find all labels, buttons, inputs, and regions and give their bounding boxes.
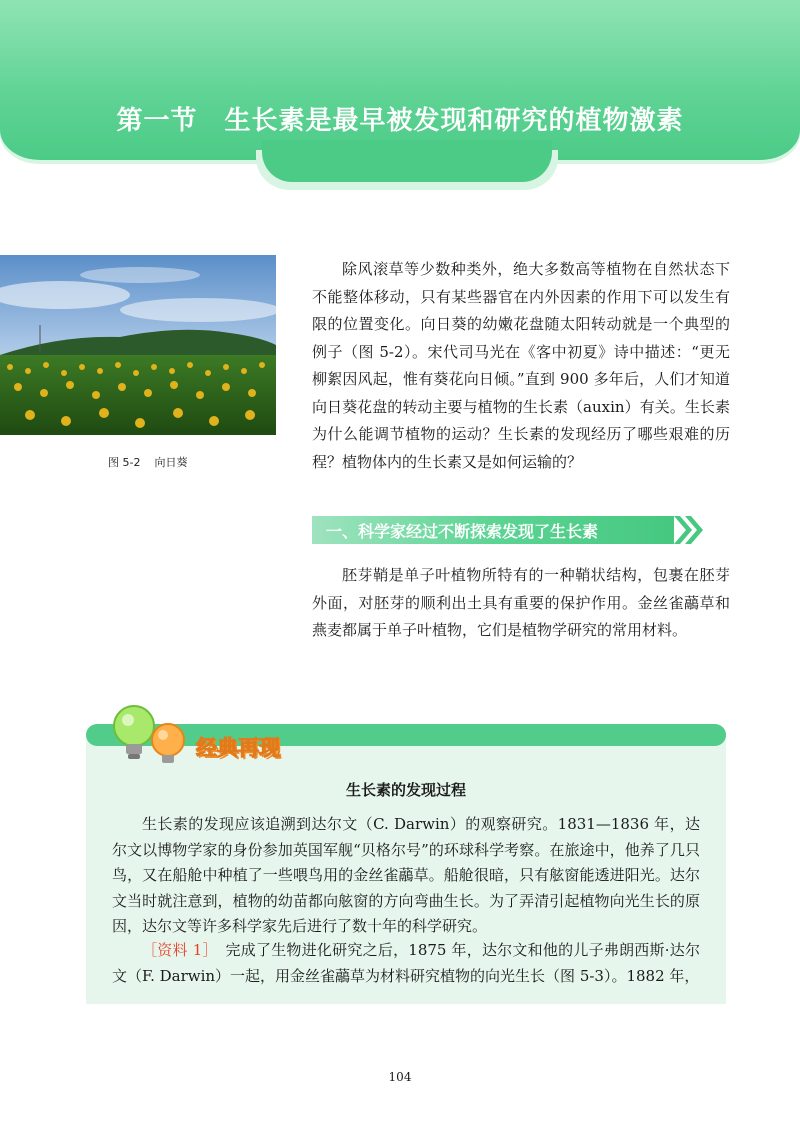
classic-box-label: 经典再现 <box>196 736 280 760</box>
double-chevron-right-icon <box>672 514 706 546</box>
classic-box-title: 生长素的发现过程 <box>345 781 466 799</box>
classic-box-paragraph-2 <box>112 938 700 989</box>
reference-label: ［资料 1］ <box>142 941 211 959</box>
classic-box-paragraph-1: 生长素的发现应该追溯到达尔文（C. Darwin）的观察研究。1831—1836 年，达尔文以博物学家的身份参加英国军舰“贝格尔号”的环球科学考察。在旅途中，他养了几只鸟，又在船舱中种植了一些喂鸟用的金丝雀虉草。船舱很暗，只有舷窗能透进阳光。达尔文当时就注意到，植物的幼苗都向舷窗的方向弯曲生长。为了弄清引起植物向光生长的原因，达尔文等许多科学家先后进行了数十年的科学研究。 <box>112 815 700 935</box>
header-tab <box>262 140 552 182</box>
figure-caption-text: 向日葵 <box>154 456 188 469</box>
sunflower-field-photo <box>0 255 276 435</box>
subsection-heading: 一、科学家经过不断探索发现了生长素 <box>326 522 599 541</box>
figure-caption <box>108 454 201 470</box>
figure-number: 图 5-2 <box>108 456 141 469</box>
lightbulb-icon <box>112 700 192 770</box>
classic-box-paragraph-2-text: 完成了生物进化研究之后，1875 年，达尔文和他的儿子弗朗西斯·达尔文（F. Darwin）一起，用金丝雀虉草为材料研究植物的向光生长（图 5-3）。1882 年， <box>112 941 701 985</box>
page-number: 104 <box>388 1070 412 1084</box>
section-title: 第一节 生长素是最早被发现和研究的植物激素 <box>116 106 684 136</box>
intro-paragraph: 除风滚草等少数种类外，绝大多数高等植物在自然状态下不能整体移动，只有某些器官在内外因素的作用下可以发生有限的位置变化。向日葵的幼嫩花盘随太阳转动就是一个典型的例子（图 5-2）。宋代司马光在《客中初夏》诗中描述：“更无柳絮因风起，惟有葵花向日倾。”直到 900 多年后，人们才知道向日葵花盘的转动主要与植物的生长素（auxin）有关。生长素为什么能调节植物的运动？生长素的发现经历了哪些艰难的历程？植物体内的生长素又是如何运输的？ <box>312 260 730 471</box>
subsection-paragraph: 胚芽鞘是单子叶植物所特有的一种鞘状结构，包裹在胚芽外面，对胚芽的顺利出土具有重要的保护作用。金丝雀虉草和燕麦都属于单子叶植物，它们是植物学研究的常用材料。 <box>312 566 730 639</box>
